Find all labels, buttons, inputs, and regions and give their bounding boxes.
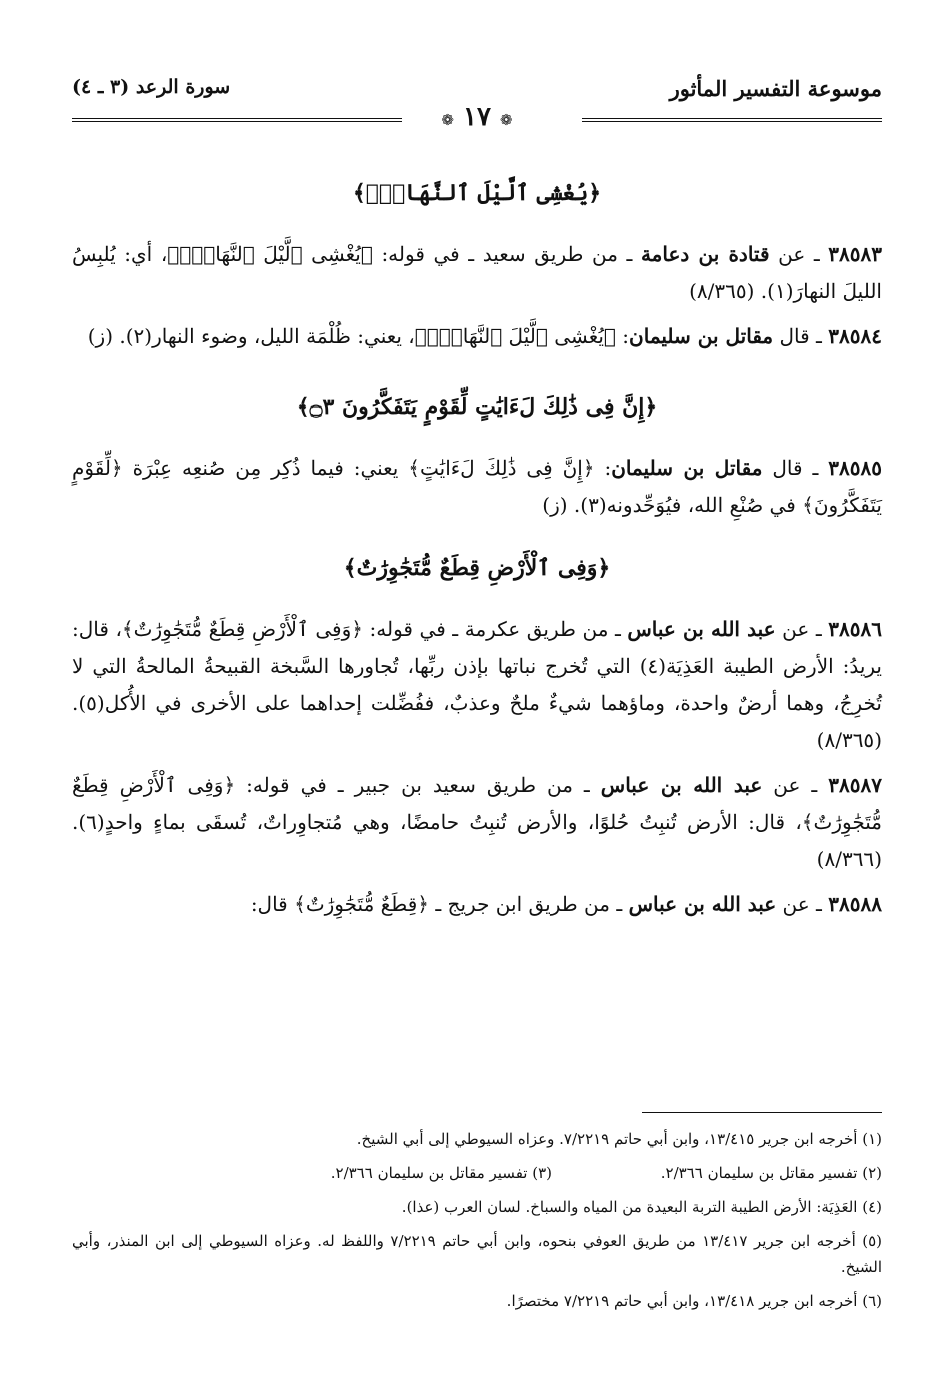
ayah-heading-2: ﴿إِنَّ فِى ذَٰلِكَ لَءَايَٰتٍ لِّقَوْمٍ يَتَفَكَّرُونَ ۝٣﴾: [296, 394, 658, 420]
main-content: [72, 165, 882, 931]
entry-38588: [72, 886, 882, 923]
entry-lead: ـ عن: [775, 617, 829, 641]
entry-number: ٣٨٥٨٥: [828, 456, 882, 480]
entry-38585: [72, 450, 882, 524]
entry-text: ـ من طريق ابن جريج ـ ﴿قِطَعٌ مُّتَجَٰوِرَٰتٌ﴾ قال:: [250, 892, 629, 916]
footnotes: [72, 1126, 882, 1322]
entry-38583: [72, 236, 882, 310]
entry-number: ٣٨٥٨٧: [828, 773, 882, 797]
entry-lead: ـ عن: [776, 892, 829, 916]
entry-38584: [72, 318, 882, 355]
narrator-name: عبد الله بن عباس: [600, 773, 763, 797]
page-number: ١٧: [463, 102, 491, 132]
entry-38587: [72, 767, 882, 878]
footnote-6: (٦) أخرجه ابن جرير ١٣/٤١٨، وابن أبي حاتم ٧/٢٢١٩ مختصرًا.: [506, 1292, 882, 1310]
entry-text: : ﴿إِنَّ فِى ذَٰلِكَ لَءَايَٰتٍ﴾ يعني: فيما ذُكِر مِن صُنعِه عِبْرَة ﴿لِّقَوْمٍ يَتَفَكَّرُونَ﴾ في صُنْعِ الله، فيُوَحِّدونه(٣). (ز): [72, 456, 882, 517]
entry-text: ـ من طريق سعيد ـ في قوله: ﴿يُغْشِى ٱلَّيْلَ ٱلنَّهَارَۚ﴾، أي: يُلبِسُ الليلَ النهارَ(١). (٨/٣٦٥): [72, 242, 882, 303]
ornament-right: ❁: [500, 111, 513, 129]
surah-label: سورة الرعد (٣ ـ ٤): [72, 76, 231, 98]
header-rule-left: [72, 118, 402, 122]
entry-text: ـ من طريق عكرمة ـ في قوله: ﴿وَفِى ٱلْأَرْضِ قِطَعٌ مُّتَجَٰوِرَٰتٌ﴾، قال: يريدُ: الأرض الطيبة العَذِيَة(٤) التي تُخرج نباتها بإذن ربِّها، تُجاورها السَّبخة القبيحةُ المالحةُ التي لا تُخرِجُ، وهما أرضٌ واحدة، وماؤهما شيءٌ ملحٌ وعذبٌ، ففُضِّلت إحداهما على الأخرى في الأُكل(٥). (٨/٣٦٥): [72, 617, 882, 752]
entry-38586: [72, 611, 882, 759]
footnote-2: (٢) تفسير مقاتل بن سليمان ٢/٣٦٦.: [660, 1164, 882, 1182]
entry-text: : ﴿يُغْشِى ٱلَّيْلَ ٱلنَّهَارَۚ﴾، يعني: ظُلْمَة الليل، وضوء النهار(٢). (ز): [87, 324, 630, 348]
footnote-row-2-3: [72, 1160, 882, 1186]
entry-lead: ـ قال: [762, 456, 829, 480]
entry-text: ـ من طريق سعيد بن جبير ـ في قوله: ﴿وَفِى ٱلْأَرْضِ قِطَعٌ مُّتَجَٰوِرَٰتٌ﴾، قال: الأرض تُنبِتُ حُلوًا، والأرض تُنبِتُ حامضًا، وهي مُتجاوِراتٌ، تُسقَى بماءٍ واحدٍ(٦). (٨/٣٦٦): [72, 773, 882, 871]
ornament-left: ❁: [441, 111, 454, 129]
ayah-heading-1: ﴿يُغْشِى ٱلَّيْلَ ٱلنَّهَارَۚ﴾: [352, 180, 602, 206]
footnote-3: (٣) تفسير مقاتل بن سليمان ٢/٣٦٦.: [330, 1164, 552, 1182]
footnote-separator: [642, 1112, 882, 1113]
narrator-name: عبد الله بن عباس: [628, 892, 777, 916]
ayah-heading-3: ﴿وَفِى ٱلْأَرْضِ قِطَعٌ مُّتَجَٰوِرَٰتٌ﴾: [343, 555, 611, 581]
entry-lead: ـ عن: [769, 242, 829, 266]
book-title: موسوعة التفسير المأثور: [669, 76, 882, 101]
entry-number: ٣٨٥٨٣: [828, 242, 882, 266]
header-rule-right: [582, 118, 882, 122]
footnote-5: (٥) أخرجه ابن جرير ١٣/٤١٧ من طريق العوفي بنحوه، وابن أبي حاتم ٧/٢٢١٩ واللفظ له. وعزاه السيوطي إلى ابن المنذر، وأبي الشيخ.: [72, 1232, 883, 1276]
footnote-1: (١) أخرجه ابن جرير ١٣/٤١٥، وابن أبي حاتم ٧/٢٢١٩. وعزاه السيوطي إلى أبي الشيخ.: [356, 1130, 882, 1148]
narrator-name: مقاتل بن سليمان: [629, 324, 774, 348]
page-header: [72, 76, 882, 146]
footnote-4: (٤) العَذِيَة: الأرض الطيبة التربة البعيدة من المياه والسباخ. لسان العرب (عذا).: [401, 1198, 882, 1216]
entry-number: ٣٨٥٨٦: [828, 617, 883, 641]
narrator-name: مقاتل بن سليمان: [611, 456, 763, 480]
entry-lead: ـ عن: [762, 773, 829, 797]
entry-number: ٣٨٥٨٤: [828, 324, 882, 348]
narrator-name: عبد الله بن عباس: [627, 617, 776, 641]
page-number-block: [441, 102, 512, 132]
entry-number: ٣٨٥٨٨: [828, 892, 882, 916]
entry-lead: ـ قال: [773, 324, 829, 348]
narrator-name: قتادة بن دعامة: [640, 242, 770, 266]
